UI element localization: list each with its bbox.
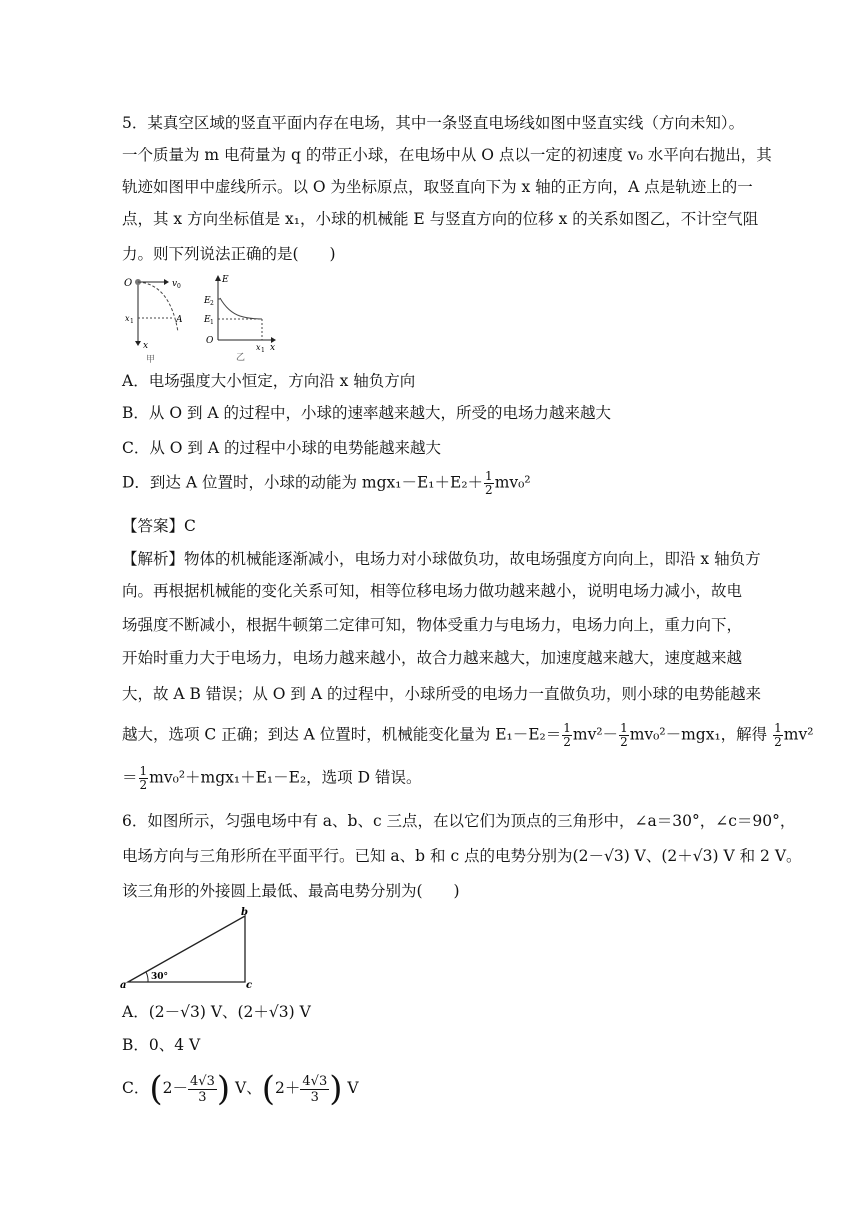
q5-line-1: 5．某真空区域的竖直平面内存在电场，其中一条竖直电场线如图中竖直实线（方向未知）。 xyxy=(122,114,745,132)
q6-option-a: A．(2－√3) V、(2＋√3) V xyxy=(122,1003,311,1021)
yi-label-x1-sub: 1 xyxy=(261,347,265,354)
yi-label-x: x xyxy=(270,343,276,353)
q6-option-c: C．(2－ $\frac{4√3}{3}$ ) V、(2＋ $\frac{4√3}{3}$ ) V xyxy=(122,1069,359,1109)
yi-label-E: E xyxy=(222,275,229,285)
q5-analysis-line-6: 越大，选项 C 正确；到达 A 位置时，机械能变化量为 E₁－E₂＝ $\frac{1}{2}$ mv²－ $\frac{1}{2}$ mv₀²－mgx₁，解得 $\frac{1}{2}$ mv² xyxy=(122,721,814,749)
yi-caption: 乙 xyxy=(236,353,246,363)
q5-option-d-fraction: $\frac{1}{2}$ xyxy=(485,469,493,497)
q6-angle-label: 30° xyxy=(151,972,169,982)
q5-option-b: B．从 O 到 A 的过程中，小球的速率越来越大，所受的电场力越来越大 xyxy=(122,404,612,422)
q5-line-4: 点，其 x 方向坐标值是 x₁，小球的机械能 E 与竖直方向的位移 x 的关系如图乙，不计空气阻 xyxy=(122,210,759,228)
q5-analysis-line-2: 向。再根据机械能的变化关系可知，相等位移电场力做功越来越小，说明电场力减小，故电 xyxy=(122,582,743,600)
q5-option-d-text: D．到达 A 位置时，小球的动能为 mgx₁－E₁＋E₂＋ xyxy=(122,473,484,492)
jia-label-x1: x xyxy=(125,314,130,323)
q6-line-1: 6．如图所示，匀强电场中有 a、b、c 三点，在以它们为顶点的三角形中，∠a＝30°，∠c＝90°， xyxy=(122,812,796,830)
q5-answer: 【答案】C xyxy=(122,517,196,535)
jia-label-v0-sub: 0 xyxy=(177,283,181,290)
jia-trajectory xyxy=(138,282,178,332)
yi-label-E2: E xyxy=(204,296,211,306)
q6-line-2: 电场方向与三角形所在平面平行。已知 a、b 和 c 点的电势分别为(2－√3) V、(2＋√3) V 和 2 V。 xyxy=(122,847,802,865)
q6-triangle-figure xyxy=(118,906,258,994)
q5-analysis-line-3: 场强度不断减小，根据牛顿第二定律可知，物体受重力与电场力，电场力向上，重力向下， xyxy=(122,616,743,634)
jia-caption: 甲 xyxy=(146,355,156,364)
q5-analysis-line-4: 开始时重力大于电场力，电场力越来越小，故合力越来越大，加速度越来越大，速度越来越 xyxy=(122,649,743,667)
yi-label-x1: x xyxy=(256,343,261,352)
jia-v0-arrow xyxy=(164,279,169,285)
jia-label-v0: v xyxy=(172,279,178,289)
yi-label-O: O xyxy=(206,336,214,346)
q5-figure-jia xyxy=(118,272,198,364)
q5-analysis-line-5: 大，故 A B 错误；从 O 到 A 的过程中，小球所受的电场力一直做负功，则小球的电势能越来 xyxy=(122,685,761,703)
yi-energy-curve xyxy=(220,298,262,319)
q5-option-d xyxy=(122,470,531,497)
q6-label-b: b xyxy=(241,907,248,918)
q6-label-a: a xyxy=(120,980,127,991)
jia-label-O: O xyxy=(124,278,133,289)
jia-x-arrow xyxy=(135,341,141,346)
jia-label-x: x xyxy=(143,341,149,351)
q5-option-c: C．从 O 到 A 的过程中小球的电势能越来越大 xyxy=(122,439,441,457)
q5-line-3: 轨迹如图甲中虚线所示。以 O 为坐标原点，取竖直向下为 x 轴的正方向，A 点是轨迹上的一 xyxy=(122,178,753,196)
jia-label-A: A xyxy=(176,315,183,325)
q5-analysis-line-1: 【解析】物体的机械能逐渐减小，电场力对小球做负功，故电场强度方向向上，即沿 x 轴负方 xyxy=(122,550,761,568)
q6-triangle xyxy=(128,916,245,982)
yi-label-E1: E xyxy=(204,315,211,325)
q6-line-3: 该三角形的外接圆上最低、最高电势分别为( ) xyxy=(122,882,460,900)
q5-option-a: A．电场强度大小恒定，方向沿 x 轴负方向 xyxy=(122,372,416,390)
q5-line-5: 力。则下列说法正确的是( ) xyxy=(122,245,336,263)
q5-option-d-tail: mv₀² xyxy=(494,473,531,492)
yi-label-E1-sub: 1 xyxy=(210,319,214,326)
q5-line-2: 一个质量为 m 电荷量为 q 的带正小球，在电场中从 O 点以一定的初速度 v₀ 水平向右抛出，其 xyxy=(122,146,772,164)
q6-label-c: c xyxy=(246,980,253,991)
q5-figure-yi xyxy=(198,270,288,364)
jia-label-x1-sub: 1 xyxy=(130,318,134,325)
q6-option-b: B．0、4 V xyxy=(122,1036,201,1054)
yi-label-E2-sub: 2 xyxy=(210,300,214,307)
q5-analysis-line-7: ＝ $\frac{1}{2}$ mv₀²＋mgx₁＋E₁－E₂，选项 D 错误。 xyxy=(122,764,422,792)
